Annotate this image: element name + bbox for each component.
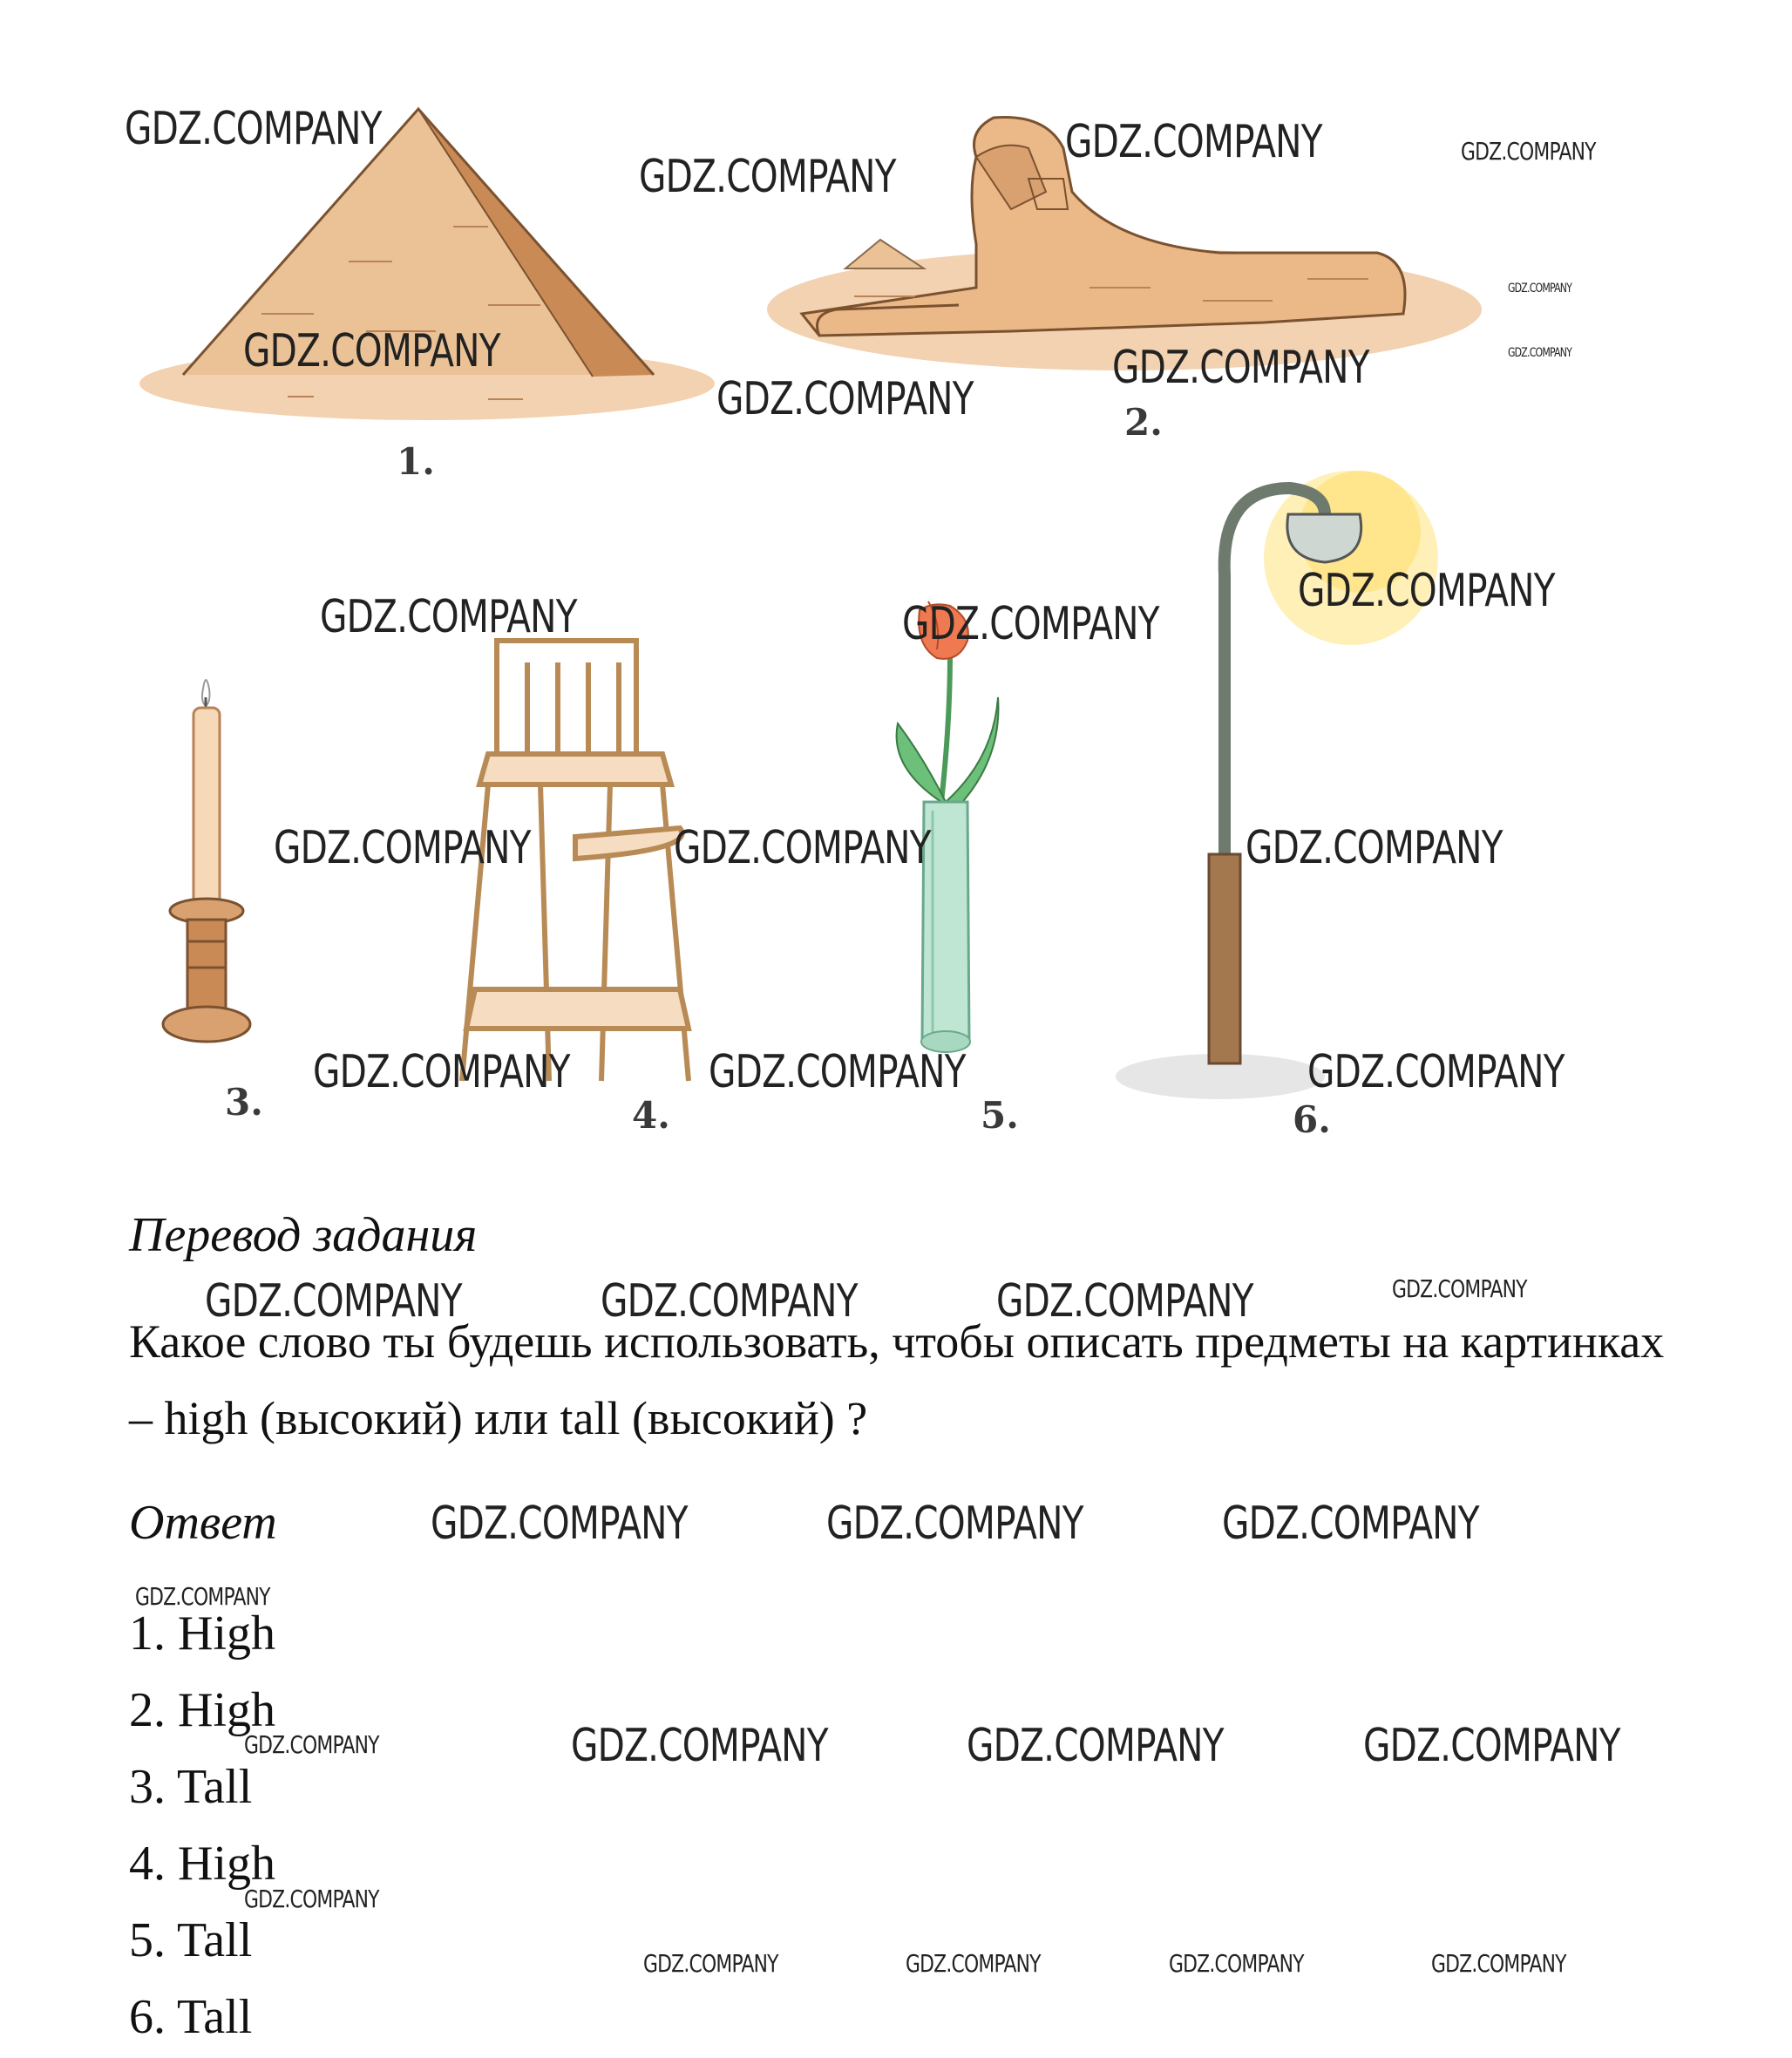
- watermark: GDZ.COMPANY: [967, 1720, 1224, 1772]
- answer-heading: Ответ: [129, 1496, 277, 1550]
- watermark: GDZ.COMPANY: [1508, 346, 1572, 360]
- answer-item-5: 5. Tall: [129, 1913, 253, 1967]
- candle-illustration: [163, 680, 250, 1042]
- figure-number-4: 4.: [632, 1094, 670, 1137]
- watermark: GDZ.COMPANY: [601, 1275, 858, 1328]
- answer-item-6: 6. Tall: [129, 1990, 253, 2044]
- watermark: GDZ.COMPANY: [1246, 822, 1503, 874]
- watermark: GDZ.COMPANY: [643, 1949, 778, 1978]
- watermark: GDZ.COMPANY: [709, 1046, 966, 1098]
- answer-item-4: 4. High: [129, 1837, 275, 1891]
- watermark: GDZ.COMPANY: [639, 151, 896, 203]
- task-text: Какое слово ты будешь использовать, чтобы описать предметы на картинках – high (высокий) или tall (высокий) ?: [129, 1315, 1665, 1444]
- watermark: GDZ.COMPANY: [244, 1885, 379, 1913]
- figure-number-2: 2.: [1124, 401, 1163, 444]
- watermark: GDZ.COMPANY: [1112, 342, 1369, 394]
- watermark: GDZ.COMPANY: [1065, 116, 1322, 168]
- answer-item-2: 2. High: [129, 1683, 275, 1737]
- watermark: GDZ.COMPANY: [1298, 565, 1555, 617]
- watermark: GDZ.COMPANY: [1307, 1046, 1565, 1098]
- watermark: GDZ.COMPANY: [996, 1275, 1253, 1328]
- watermark: GDZ.COMPANY: [674, 822, 931, 874]
- watermark: GDZ.COMPANY: [1461, 137, 1596, 166]
- watermark: GDZ.COMPANY: [320, 591, 577, 643]
- watermark: GDZ.COMPANY: [1363, 1720, 1620, 1772]
- watermark: GDZ.COMPANY: [431, 1498, 688, 1550]
- figure-number-1: 1.: [397, 440, 435, 483]
- watermark: GDZ.COMPANY: [313, 1046, 570, 1098]
- watermark: GDZ.COMPANY: [135, 1582, 270, 1611]
- answer-list: [129, 1595, 275, 2055]
- watermark: GDZ.COMPANY: [243, 325, 500, 377]
- watermark: GDZ.COMPANY: [906, 1949, 1041, 1978]
- watermark: GDZ.COMPANY: [1431, 1949, 1566, 1978]
- watermark: GDZ.COMPANY: [1169, 1949, 1304, 1978]
- watermark: GDZ.COMPANY: [1508, 282, 1572, 295]
- watermark: GDZ.COMPANY: [571, 1720, 828, 1772]
- figure-number-6: 6.: [1293, 1098, 1331, 1141]
- watermark: GDZ.COMPANY: [826, 1498, 1083, 1550]
- watermark: GDZ.COMPANY: [205, 1275, 462, 1328]
- watermark: GDZ.COMPANY: [274, 822, 531, 874]
- watermark: GDZ.COMPANY: [1392, 1274, 1527, 1303]
- watermark: GDZ.COMPANY: [716, 373, 974, 425]
- watermark: GDZ.COMPANY: [244, 1730, 379, 1759]
- translation-heading: Перевод задания: [129, 1208, 478, 1262]
- figure-number-5: 5.: [981, 1094, 1019, 1137]
- figure-number-3: 3.: [225, 1081, 263, 1124]
- answer-item-3: 3. Tall: [129, 1760, 253, 1814]
- watermark: GDZ.COMPANY: [902, 598, 1159, 650]
- watermark: GDZ.COMPANY: [1222, 1498, 1479, 1550]
- answer-item-1: 1. High: [129, 1606, 275, 1661]
- watermark: GDZ.COMPANY: [125, 103, 382, 155]
